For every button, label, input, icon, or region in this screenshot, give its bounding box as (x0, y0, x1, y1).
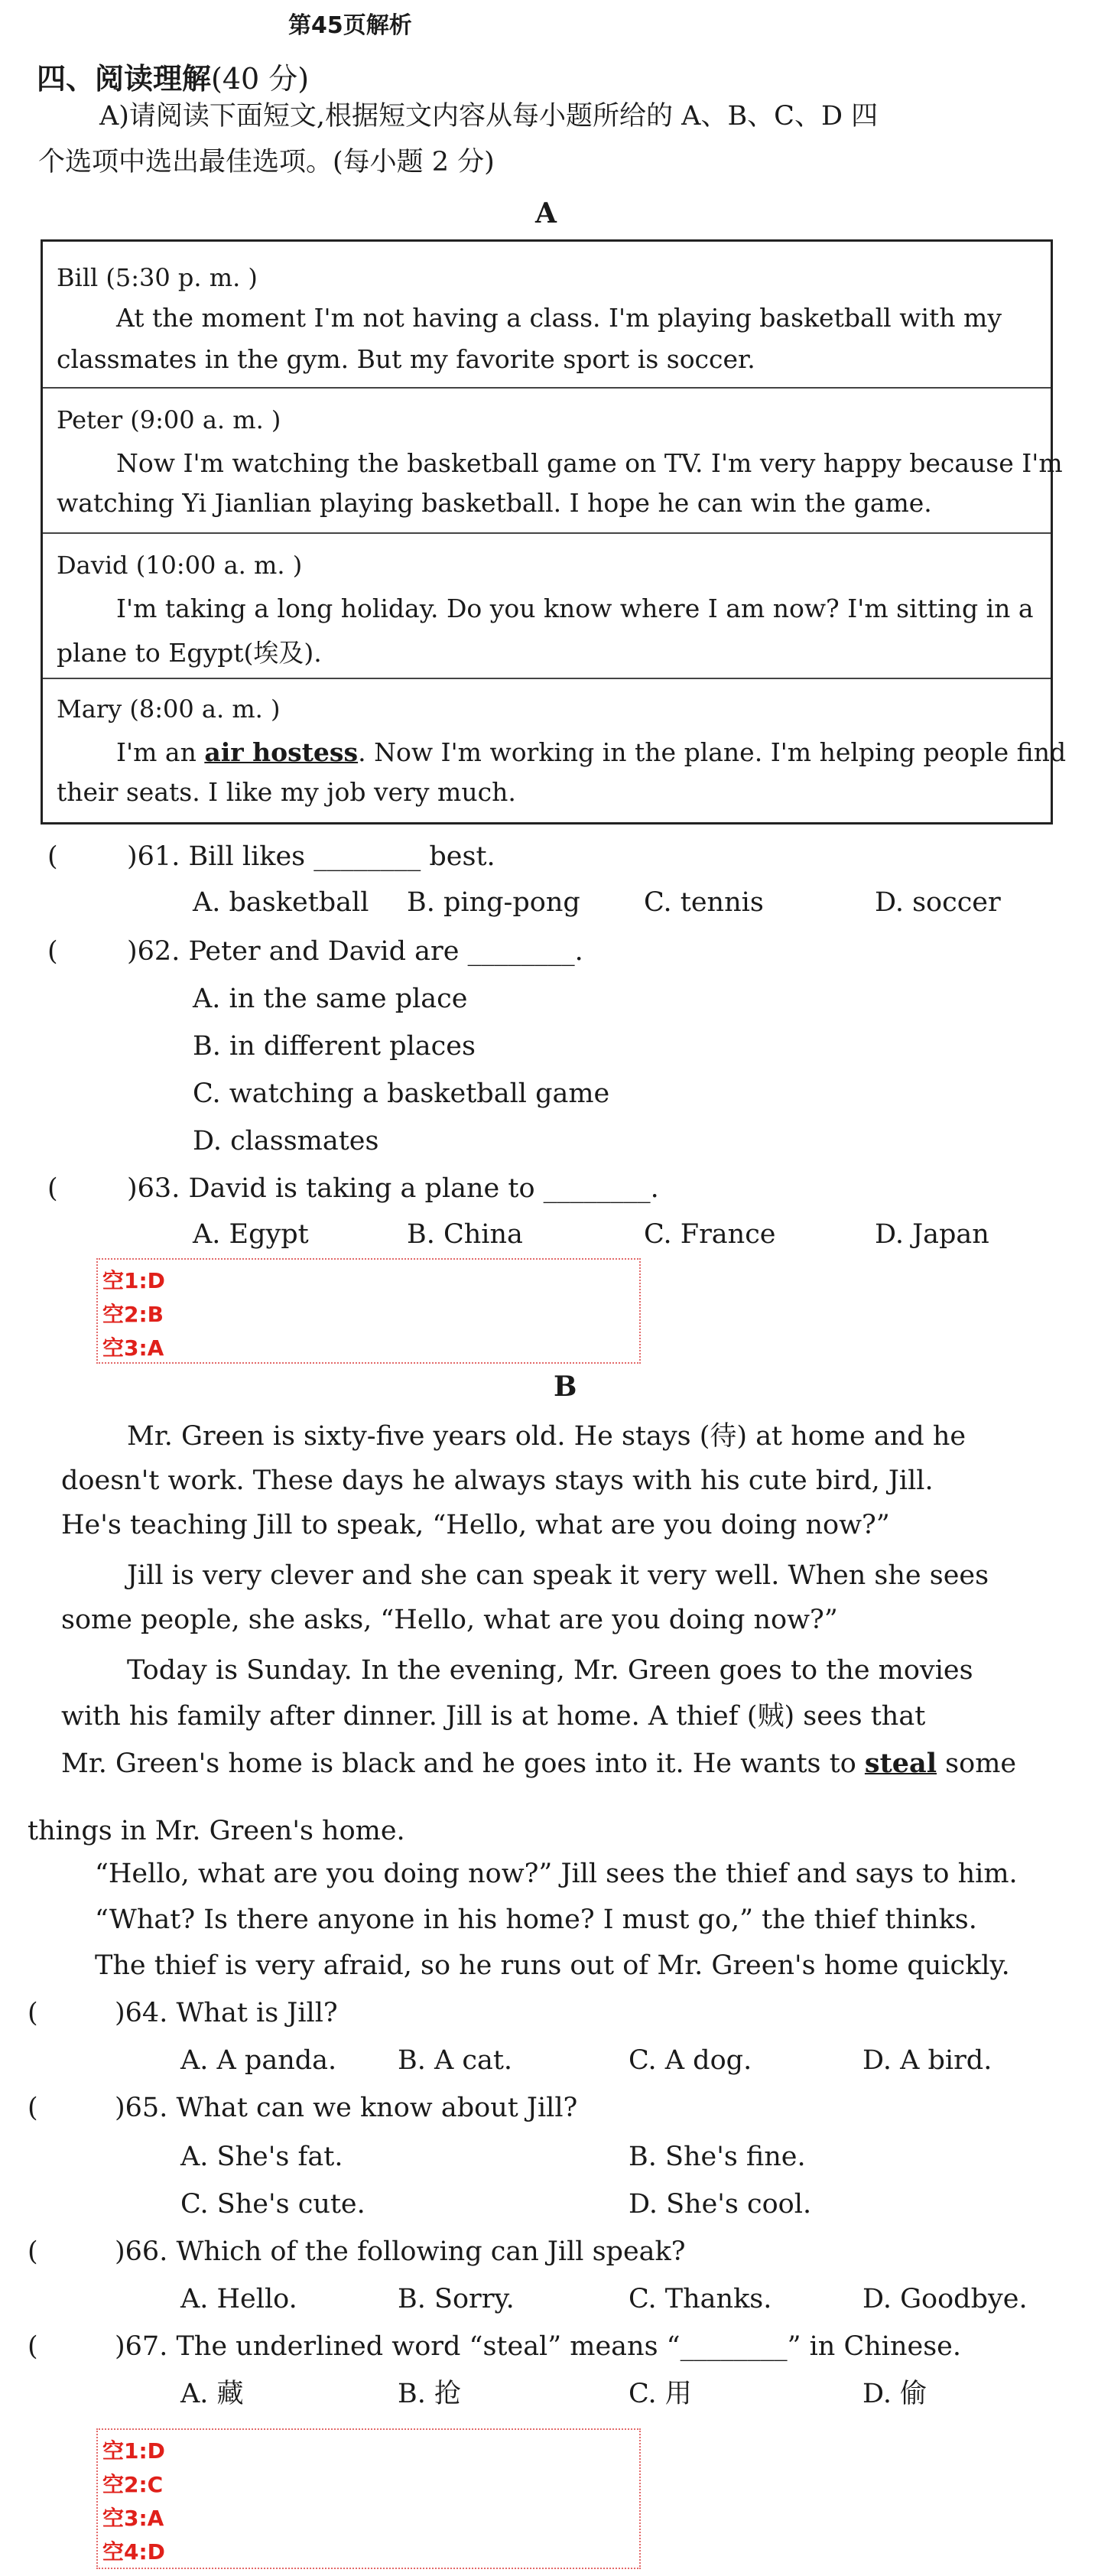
answer-item: 空2:C (102, 2472, 164, 2497)
option: B. She's fine. (629, 2142, 806, 2172)
row-line: Now I'm watching the basketball game on TV. I'm very happy because I'm (116, 448, 1063, 478)
answer-item: 空3:A (102, 2506, 164, 2531)
option: C. A dog. (629, 2045, 752, 2076)
page-title: 第45页解析 (288, 12, 412, 39)
question-paren: ( (28, 2331, 38, 2362)
option: D. Japan (875, 1219, 989, 1250)
answer-item: 空1:D (102, 1268, 165, 1293)
option: B. China (407, 1219, 523, 1250)
option: D. classmates (193, 1126, 379, 1156)
passage-a-table (41, 239, 1067, 825)
option: A. basketball (193, 887, 369, 918)
question-paren: ( (47, 1173, 58, 1204)
answer-box-b (96, 2428, 641, 2569)
passage-line (61, 1742, 1016, 1785)
passage-a-label: A (535, 197, 557, 229)
passage-line: The thief is very afraid, so he runs out of Mr. Green's home quickly. (95, 1950, 1010, 1981)
table-row-david (43, 532, 1051, 679)
table-row-peter (43, 387, 1063, 534)
question-stem: )66. Which of the following can Jill speak? (115, 2236, 686, 2267)
row-line (116, 737, 1066, 767)
underlined-phrase: air hostess (204, 737, 359, 767)
row-line: their seats. I like my job very much. (57, 777, 516, 807)
row-line: At the moment I'm not having a class. I'm playing basketball with my (116, 303, 1002, 333)
passage-line: doesn't work. These days he always stays with his cute bird, Jill. (61, 1465, 934, 1496)
question-paren: ( (28, 2236, 38, 2267)
option: C. watching a basketball game (193, 1078, 610, 1109)
section-title (37, 55, 309, 97)
option: C. 用 (629, 2379, 692, 2409)
passage-line: “Hello, what are you doing now?” Jill sees the thief and says to him. (95, 1859, 1018, 1889)
answer-item: 空3:A (102, 1335, 164, 1361)
answer-box-a (96, 1258, 641, 1364)
option: B. A cat. (398, 2045, 513, 2076)
row-name: Mary (8:00 a. m. ) (57, 694, 281, 724)
passage-line: with his family after dinner. Jill is at home. A thief (贼) sees that (61, 1701, 926, 1732)
instruction-line-1: A)请阅读下面短文,根据短文内容从每小题所给的 A、B、C、D 四 (99, 101, 879, 132)
option: A. in the same place (193, 984, 468, 1014)
option: A. Egypt (193, 1219, 309, 1250)
question-paren: ( (28, 2093, 38, 2123)
passage-line: things in Mr. Green's home. (28, 1816, 405, 1846)
passage-b-label: B (554, 1371, 577, 1403)
passage-line: Mr. Green is sixty-five years old. He stays (待) at home and he (127, 1421, 966, 1452)
option: A. A panda. (180, 2045, 337, 2076)
row-line-text: . Now I'm working in the plane. I'm helping people find (358, 737, 1067, 767)
option: C. France (644, 1219, 776, 1250)
option: C. Thanks. (629, 2284, 772, 2314)
option: B. in different places (193, 1031, 476, 1062)
instruction-line-2: 个选项中选出最佳选项。(每小题 2 分) (38, 147, 495, 177)
passage-line: Jill is very clever and she can speak it very well. When she sees (127, 1560, 989, 1591)
row-name: Bill (5:30 p. m. ) (57, 263, 258, 292)
question-stem: )65. What can we know about Jill? (115, 2093, 578, 2123)
underlined-word: steal (864, 1748, 937, 1779)
passage-line: “What? Is there anyone in his home? I must go,” the thief thinks. (95, 1904, 977, 1935)
option: D. She's cool. (629, 2189, 812, 2220)
question-stem: )67. The underlined word “steal” means “________” in Chinese. (115, 2331, 962, 2362)
question-paren: ( (47, 936, 58, 967)
section-title-text: 四、阅读理解 (37, 61, 212, 96)
question-stem: )64. What is Jill? (115, 1998, 338, 2028)
option: D. soccer (875, 887, 1001, 918)
question-paren: ( (28, 1998, 38, 2028)
option: A. She's fat. (180, 2142, 343, 2172)
option: C. tennis (644, 887, 764, 918)
option: D. Goodbye. (862, 2284, 1028, 2314)
option: B. Sorry. (398, 2284, 515, 2314)
answer-item: 空2:B (102, 1302, 164, 1327)
passage-text: some (937, 1748, 1017, 1779)
answer-item: 空4:D (102, 2539, 165, 2565)
option: D. 偷 (862, 2379, 927, 2409)
row-name: Peter (9:00 a. m. ) (57, 405, 281, 434)
question-stem: )62. Peter and David are ________. (127, 936, 583, 967)
option: B. ping-pong (407, 887, 580, 918)
table-row-mary (43, 678, 1067, 823)
answer-item: 空1:D (102, 2438, 165, 2464)
passage-line: Today is Sunday. In the evening, Mr. Green goes to the movies (127, 1655, 973, 1686)
question-stem: )61. Bill likes ________ best. (127, 841, 495, 872)
section-score: (40 分) (211, 62, 310, 96)
option: B. 抢 (398, 2379, 461, 2409)
row-line: plane to Egypt(埃及). (57, 638, 322, 668)
option: A. 藏 (180, 2379, 244, 2409)
passage-text: Mr. Green's home is black and he goes into it. He wants to (61, 1748, 865, 1779)
row-line-text: I'm an (116, 737, 205, 767)
table-row-bill (43, 242, 1051, 389)
row-line: watching Yi Jianlian playing basketball. I hope he can win the game. (57, 488, 932, 518)
question-stem: )63. David is taking a plane to ________. (127, 1173, 659, 1204)
passage-line: some people, she asks, “Hello, what are you doing now?” (61, 1605, 838, 1635)
row-line: I'm taking a long holiday. Do you know where I am now? I'm sitting in a (116, 594, 1034, 623)
row-line: classmates in the gym. But my favorite sport is soccer. (57, 344, 755, 374)
passage-line: He's teaching Jill to speak, “Hello, what are you doing now?” (61, 1510, 890, 1540)
option: D. A bird. (862, 2045, 992, 2076)
option: C. She's cute. (180, 2189, 365, 2220)
option: A. Hello. (180, 2284, 297, 2314)
question-paren: ( (47, 841, 58, 872)
row-name: David (10:00 a. m. ) (57, 551, 303, 580)
